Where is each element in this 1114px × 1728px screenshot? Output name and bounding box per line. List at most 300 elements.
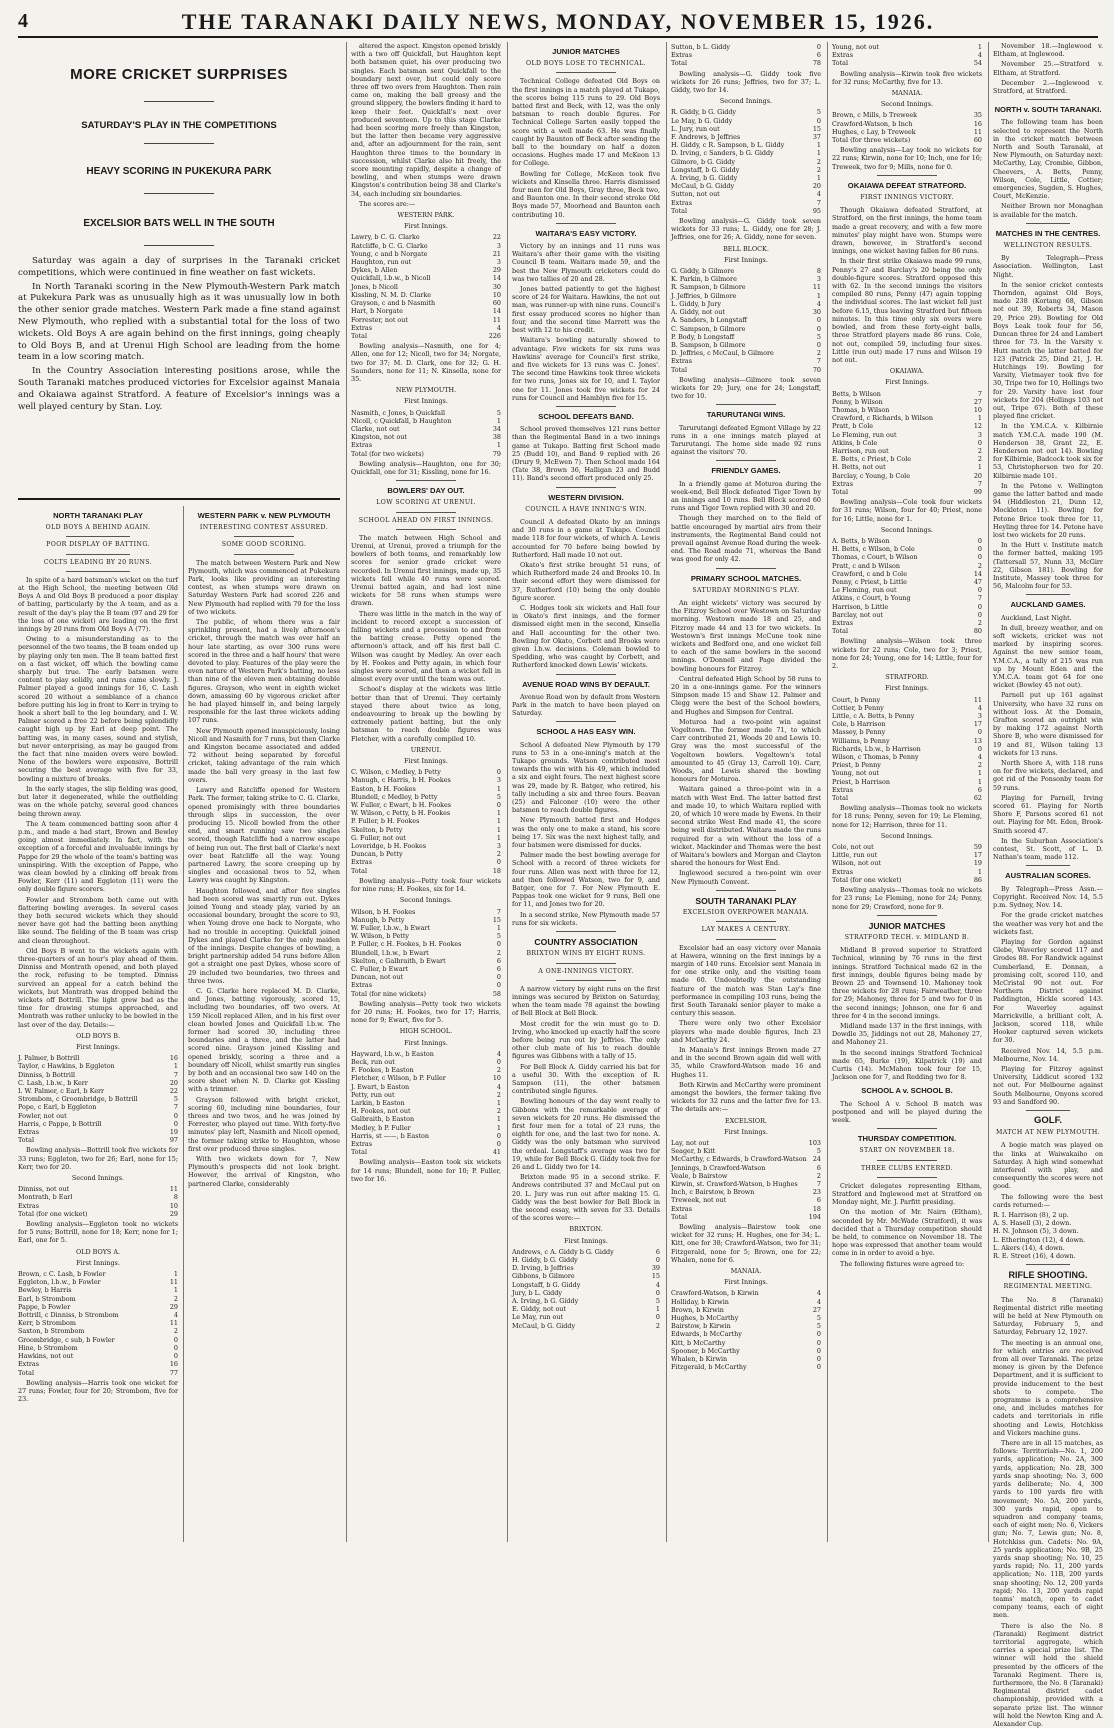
- batsman-entry: Earl, b Strombom: [18, 1294, 76, 1303]
- runs: 14: [492, 307, 501, 316]
- batsman-entry: Bewley, b Harris: [18, 1286, 72, 1295]
- paragraph: New Plymouth batted first and Hodges was the only one to make a stand, his score being 17. Six was the next highest tally, and four batsmen were dismissed for ducks.: [512, 816, 660, 850]
- paragraph: Avenue Road won by default from Western Park in the match to have been played on Saturday.: [512, 692, 660, 718]
- paragraph: Waitara's bowling naturally showed to advantage. Five wickets for six runs was Hawkins' average for Council's first strike, and five wickets for 13 runs was C. Jones'. The second time Hawkins took three wickets for two runs, Jones six for 10, and I. Taylor one for 11. Jones took five wickets for 24 runs for Council and Hamblyn five for 15.: [512, 336, 660, 402]
- batsman-entry: Jury, b L. Giddy: [512, 1288, 562, 1297]
- article-subheading: START ON NOVEMBER 18.: [859, 1147, 955, 1155]
- score-row: [351, 809, 501, 817]
- article-subheading: WELLINGTON RESULTS.: [1003, 242, 1093, 250]
- score-row: [832, 537, 982, 545]
- batsman-entry: Brown, c C. Lash, b Fowler: [18, 1270, 106, 1279]
- score-row: [832, 603, 982, 611]
- runs: 24: [812, 1155, 821, 1164]
- runs: 0: [977, 728, 982, 737]
- runs: 194: [808, 1212, 821, 1221]
- score-row: [832, 570, 982, 578]
- runs: 6: [496, 956, 501, 965]
- paragraph: In the Petone v. Wellington game the latter batted and made 94 (Hiddleston 21, Dunn 12, Mockleton 11). Bowling for Petone Brice took three for 11, Heyling three for 14. Petone have lost two wickets for 20 runs.: [993, 481, 1103, 539]
- paragraph: Auckland, Last Night.: [1001, 613, 1072, 622]
- paragraph: Technical College defeated Old Boys on the first innings in a match played at Tukapo, the scores being 115 runs to 29. Old Boys batted first and Beck, with 12, was the only batsman to reach double figures. For Technical College Sarten easily topped the score with a well made 63. He was finally caught by Baunton off Beck after sending the ball to the boundary on half a dozen occasions. Hughes made 17 and McKeon 13 for College.: [512, 77, 660, 168]
- bowling-analysis: Bowling analysis—Harris took one wicket for 27 runs; Fowler, four for 20; Strombom, five for 23.: [18, 1378, 178, 1404]
- article-heading: FRIENDLY GAMES.: [711, 466, 781, 476]
- batsman-entry: Larkin, b Easton: [351, 1098, 405, 1107]
- article-heading: RIFLE SHOOTING.: [1008, 1270, 1088, 1281]
- batsman-entry: W. Fuller, l.b.w., b Ewart: [351, 923, 431, 932]
- score-row: [351, 785, 501, 793]
- batsman-entry: Total: [832, 59, 849, 68]
- runs: 0: [977, 553, 982, 562]
- score-row: [512, 1305, 660, 1313]
- batsman-entry: Bairstow, b Kirwin: [671, 1322, 731, 1331]
- runs: 2: [496, 1107, 501, 1116]
- article-subheading: LAY MAKES A CENTURY.: [701, 926, 791, 934]
- runs: 1: [977, 414, 982, 423]
- runs: 35: [973, 111, 982, 120]
- innings-label: Second Innings.: [719, 97, 773, 106]
- runs: 1: [816, 149, 821, 158]
- article-heading: PRIMARY SCHOOL MATCHES.: [690, 573, 802, 583]
- paragraph: New Plymouth opened inauspiciously, losing Nicoll and Nasmith for 7 runs, but then Clarke and Kingston became associated and added 72 without being separated by forceful cricket, taking advantage of the rain which made the ball very greasy in the last few overs.: [188, 726, 340, 784]
- score-row: [351, 1107, 501, 1115]
- batsman-entry: K. Parkin, b Gilmore: [671, 275, 737, 284]
- batsman-entry: A. Irving, b G. Giddy: [671, 174, 738, 183]
- batsman-entry: Total: [832, 487, 849, 496]
- score-row: [671, 149, 821, 157]
- score-row: [18, 1202, 178, 1210]
- batsman-entry: Hawkins, not out: [18, 1352, 74, 1361]
- batsman-entry: Harrison, b Little: [832, 602, 889, 611]
- paragraph: Haughton followed, and after five singles had been scored was smartly run out. Dykes joined Young and steady play, varied by an occasional boundary, brought the score to 93, when Young drove one back to Norgate, who had no trouble in accepting. Quickfall joined Dykes and played Clarke for the only maiden of the innings. Despite changes of bowling, a bright partnership added 54 runs before Allen got a straight one past Dykes, whose score of 29 included two boundaries, two threes and three twos.: [188, 886, 340, 985]
- batsman-entry: McCarthy, c Edwards, b Crawford-Watson: [671, 1155, 807, 1164]
- runs: 4: [173, 1311, 178, 1320]
- lead-story: [18, 42, 340, 496]
- batsman-entry: Hine, b Strombom: [18, 1343, 78, 1352]
- batsman-entry: Total (for three wickets): [832, 136, 911, 145]
- runs: 0: [977, 610, 982, 619]
- score-row: [351, 233, 501, 241]
- runs: 2: [173, 1327, 178, 1336]
- runs: 1: [496, 825, 501, 834]
- score-row: [18, 1295, 178, 1303]
- runs: 11: [492, 315, 501, 324]
- batsman-entry: Beck, run out: [351, 1057, 395, 1066]
- paragraph: C. Hodges took six wickets and Hall four in Okato's first innings, and the former dismissed eight men in the second, Kinsella and Hall accounting for the other two. Bowling for Okato, Corbett and Brooks were given l.b.w. decisions. Coleman bowled to Spedding, who was caught by Corbett, and Rutherford knocked down Lewis' wickets.: [512, 603, 660, 670]
- innings-label: Second Innings.: [880, 525, 934, 534]
- score-row: [671, 1205, 821, 1213]
- batsman-entry: Groombridge, c sub, b Fowler: [18, 1335, 115, 1344]
- batsman-entry: Loveridge, b H. Fookes: [351, 842, 427, 851]
- runs: 0: [496, 1057, 501, 1066]
- runs: 10: [973, 405, 982, 414]
- article-subheading: REGIMENTAL MEETING.: [1003, 1283, 1093, 1291]
- paragraph: A bogie match was played on the links at Waiwakaiho on Saturday. A high wind somewhat interfered with play, and consequently the scores were not good.: [993, 1141, 1103, 1191]
- scorecard-title: OLD BOYS A.: [76, 1247, 120, 1256]
- paragraph: Parnell put up 161 against University, who have 32 runs on without loss. At the Domain, Grafton scored an outright win by making 172 against North Shore B, who were dismissed for 19 and 81, Wilson taking 13 wickets for 13 runs.: [993, 691, 1103, 757]
- runs: 2: [496, 948, 501, 957]
- article-subheading: A ONE-INNINGS VICTORY.: [538, 967, 634, 975]
- paragraph: Grayson followed with bright cricket, scoring 60, including nine boundaries, four threes and two twos, and he was joined by Forrester, who played out time. With forty-five minutes' play left, Nasmith and Nicoll opened, the former taking strike to Haughton, whose first over produced three singles.: [188, 1095, 340, 1153]
- runs: 5: [816, 332, 821, 341]
- score-row: [351, 450, 501, 458]
- score-row: [671, 1155, 821, 1163]
- bowling-analysis: Bowling analysis—Thomas took no wickets for 23 runs; Le Fleming, none for 24; Penny, none for 29; Crawford, none for 9.: [832, 886, 982, 911]
- paragraph: North Shore A, with 118 runs on for five wickets, declared, and got rid of the Ponsonby team for 59 runs.: [993, 759, 1103, 792]
- score-row: [832, 745, 982, 753]
- runs: 47: [973, 577, 982, 586]
- score-row: [351, 1124, 501, 1132]
- score-row: [671, 1330, 821, 1338]
- paragraph: Playing for Fitzroy against University, Liddicut scored 132 not out. For Melbourne against South Melbourne, Onyons scored 93 and Sandford 90.: [993, 1064, 1103, 1106]
- batsman-entry: Total: [351, 331, 368, 340]
- score-row: [18, 1079, 178, 1087]
- score-row: [832, 696, 982, 704]
- score-row: [832, 51, 982, 59]
- score-row: [351, 867, 501, 875]
- score-row: [351, 949, 501, 957]
- runs: 11: [169, 1185, 178, 1194]
- article-heading: TARURUTANGI WINS.: [706, 410, 786, 420]
- score-row: [351, 801, 501, 809]
- runs: 4: [496, 323, 501, 332]
- runs: 5: [816, 1314, 821, 1323]
- paragraph: The No. 8 (Taranaki) Regimental district rifle meeting will be held at New Plymouth on Saturday, February 5, and Saturday, February 12, 1927.: [993, 1295, 1103, 1337]
- batsman-entry: Wilson, c Thomas, b Penny: [832, 753, 919, 762]
- runs: 18: [492, 866, 501, 875]
- innings-label: First Innings.: [404, 397, 448, 406]
- batsman-entry: Le May, run out: [512, 1313, 564, 1322]
- paragraph: Lawry and Ratcliffe opened for Western Park. The former, taking strike to C. G. Clarke, opened promisingly with three boundaries through slips in succession, the over producing 15. Nicoll bowled from the other end, and smart running saw two singles scored, though Ratcliffe had a narrow escape of being run out. The first ball of Clarke's next over beat Ratcliffe all the way. Young partnered Lawry, the score creeping up by singles and occasional twos to 52, when Lawry was caught by Kingston.: [188, 786, 340, 885]
- score-row: [351, 817, 501, 825]
- batsman-entry: Little, c A. Betts, b Penny: [832, 712, 915, 721]
- score-row: [832, 43, 982, 51]
- batsman-entry: C. Fuller, b Ewart: [351, 964, 409, 973]
- paragraph: Owing to a misunderstanding as to the personnel of the two teams, the B team ended up by playing only ten men. The B team batted first on a fast wicket, off which the bowling came sharply but true. The early batsmen were content to play solidly, and runs came slowly. J. Palmer played a good innings for 16, C. Lash scored 20 without a semblance of a chance before putting his leg in front to Kerr in trying to hook a short ball to the leg boundary, and I. W. Palmer scored a free 22 before being splendidly caught high up by Earl at deep point. The batting was, in many cases, sound and stylish, but never enterprising, as may be gauged from the fact that nine maiden overs were bowled. None of the bowlers were expensive, Bottrill securing the best average with five for 33, bowling a mixture of breaks.: [18, 635, 178, 783]
- score-row: [512, 1264, 660, 1272]
- score-row: [351, 1115, 501, 1123]
- batsman-entry: Kitt, b McCarthy: [671, 1338, 726, 1347]
- batsman-entry: Young, not out: [832, 43, 879, 51]
- result-line: A. S. Hasell (3), 2 down.: [993, 1219, 1072, 1228]
- innings-label: First Innings.: [76, 1258, 120, 1267]
- score-row: [351, 916, 501, 924]
- runs: 6: [496, 964, 501, 973]
- runs: 0: [173, 1119, 178, 1128]
- batsman-entry: Total (for one wicket): [832, 875, 902, 884]
- runs: 1: [173, 1286, 178, 1295]
- runs: 2: [496, 1090, 501, 1099]
- runs: 0: [655, 1313, 660, 1322]
- paragraph: In the second innings Stratford Technical made 65, Burke (19), Kilpatrick (19) and Curtis (14). McMahon took four for 15, Jackson one for 7, and Redding two for 8.: [832, 1048, 982, 1082]
- paragraph: Moturoa had a two-point win against Vogeltown. The former made 71, to which Carr contributed 21, Woods 20 and Lewis 10. Gray was the most successful of the Vogeltown bowlers. Vogeltown's total amounted to 45 (Gray 13, Carroll 10). Carr, Woods, and Lewis shared the bowling honours for Moturoa.: [671, 717, 821, 784]
- article-subheading: COLTS LEADING BY 20 RUNS.: [43, 558, 153, 566]
- column-4: [512, 42, 660, 1542]
- runs: 2: [977, 619, 982, 627]
- innings-label: Second Innings.: [880, 100, 934, 109]
- score-row: [351, 932, 501, 940]
- score-row: [18, 1071, 178, 1079]
- score-row: [832, 627, 982, 635]
- score-row: [351, 274, 501, 282]
- runs: 16: [973, 119, 982, 128]
- lead-body: [18, 256, 340, 413]
- batsman-entry: Total (for two wickets): [351, 449, 424, 458]
- runs: 12: [973, 422, 982, 431]
- runs: 29: [169, 1209, 178, 1218]
- batsman-entry: Atkins, b Cole: [832, 438, 878, 447]
- article-subheading: COUNCIL A HAVE INNING'S WIN.: [525, 505, 647, 513]
- column-2: [188, 506, 340, 1542]
- batsman-entry: Crawford-Watson, b Inch: [832, 119, 913, 128]
- score-row: [351, 283, 501, 291]
- score-row: [671, 1339, 821, 1347]
- score-row: [18, 1327, 178, 1335]
- runs: 79: [492, 449, 501, 458]
- runs: 1: [496, 1115, 501, 1124]
- runs: 17: [973, 851, 982, 860]
- article-subheading: SATURDAY MORNING'S PLAY.: [692, 586, 800, 594]
- score-row: [351, 981, 501, 989]
- article-heading: AVENUE ROAD WINS BY DEFAULT.: [522, 679, 650, 689]
- innings-label: Second Innings.: [880, 831, 934, 840]
- runs: 7: [816, 1179, 821, 1188]
- paragraph: In Manaia's first innings Brown made 27 and in the second Brown again did well with 35, while Crawford-Watson made 16 and Hughes 11.: [671, 1045, 821, 1079]
- score-row: [512, 1272, 660, 1280]
- runs: 18: [812, 1204, 821, 1213]
- score-row: [832, 786, 982, 794]
- score-row: [671, 59, 821, 67]
- runs: 59: [973, 843, 982, 852]
- batsman-entry: McCaul, b G. Giddy: [671, 182, 735, 191]
- batsman-entry: Thomas, c Court, b Wilson: [832, 553, 918, 562]
- score-row: [18, 1112, 178, 1120]
- score-row: [351, 973, 501, 981]
- score-row: [18, 1344, 178, 1352]
- runs: 5: [173, 1095, 178, 1104]
- score-row: [671, 141, 821, 149]
- bowling-analysis: Bowling analysis—Bottrill took five wickets for 33 runs; Eggleton, two for 26; Earl, none for 15; Kerr, two for 20.: [18, 1146, 178, 1171]
- batsman-entry: Sutton, not out: [671, 190, 720, 199]
- runs: 0: [173, 1335, 178, 1344]
- batsman-entry: Nasmith, c Jones, b Quickfall: [351, 408, 446, 417]
- batsman-entry: Extras: [671, 198, 692, 207]
- paragraph: In spite of a hard batsman's wicket on the turf at the High School, the meeting between Old Boys A and Old Boys B produced a poor display of batting, particularly by the A team, and as a result of the day's play the B team (97 and 29 for the loss of one wicket) are leading on the first innings by 20 runs from Old Boys A (77).: [18, 575, 178, 634]
- batsman-entry: G. Giddy, b Gilmore: [671, 267, 735, 276]
- paragraph: The match between High School and Urenui, at Urenui, proved a triumph for the bowlers of both teams, and remarkably low scores for senior grade cricket were recorded. In Urenui first innings, made up, 35 wickets fell while 40 runs were scored. Urenui batted again, and had lost nine wickets for 58 runs when stumps were drawn.: [351, 533, 501, 608]
- score-row: [832, 439, 982, 447]
- batsman-entry: Bottrill, c Dinniss, b Strombom: [18, 1311, 119, 1320]
- batsman-entry: Le Fleming, run out: [832, 430, 897, 439]
- batsman-entry: L. Giddy, b Jury: [671, 299, 721, 308]
- batsman-entry: P. Fuller, c H. Fookes, b H. Fookes: [351, 940, 462, 949]
- score-row: [18, 1185, 178, 1193]
- score-row: [832, 737, 982, 745]
- innings-label: First Innings.: [885, 684, 929, 693]
- scorecard-title: STRATFORD.: [885, 673, 929, 682]
- runs: 5: [496, 932, 501, 941]
- bowling-analysis: Bowling analysis—Kirwin took five wickets for 32 runs; McCarthy, five for 13.: [832, 69, 982, 86]
- score-row: [671, 1172, 821, 1180]
- score-row: [832, 488, 982, 496]
- batsman-entry: Pappe, b Fowler: [18, 1302, 71, 1311]
- runs: 3: [496, 258, 501, 267]
- score-row: [351, 965, 501, 973]
- runs: 5: [496, 408, 501, 417]
- batsman-entry: Cottier, b Penny: [832, 703, 884, 712]
- runs: 95: [812, 206, 821, 215]
- article-heading: WAITARA'S EASY VICTORY.: [535, 228, 637, 238]
- runs: 0: [816, 324, 821, 333]
- runs: 17: [973, 720, 982, 729]
- score-row: [671, 1164, 821, 1172]
- runs: 0: [816, 340, 821, 349]
- score-row: [512, 1289, 660, 1297]
- runs: 0: [496, 1139, 501, 1148]
- paragraph: Waitara gained a three-point win in a match with West End. The latter batted first and made 10, to which Waitara replied with 20, of which 10 were made by Ewens. In their second strike West End made 41, the score being well distributed. Waitara made the runs required for a win without the loss of a wicket. Mackinder and Thomas were the best of Waitara's bowlers and Morgan and Clayton shared the honours for West End.: [671, 785, 821, 868]
- batsman-entry: Jennings, b Crawford-Watson: [671, 1163, 766, 1172]
- runs: 1: [496, 441, 501, 450]
- runs: 1: [496, 923, 501, 932]
- paragraph: In the Y.M.C.A. v. Kilbirnie match Y.M.C.A. made 190 (M. Henderson 38, Grant 22, E. Henderson not out 14). Bowling for Kilbirnie, Badcock took six for 53, Christopherson two for 20. Kilbirnie made 101.: [993, 422, 1103, 480]
- batsman-entry: Total: [671, 365, 688, 374]
- score-row: [832, 480, 982, 488]
- score-row: [671, 1355, 821, 1363]
- paragraph: November 25.—Stratford v. Eltham, at Stratford.: [993, 60, 1103, 77]
- runs: 7: [977, 389, 982, 398]
- paragraph: Bowling for College, McKeon took five wickets and Kinsella three. Harris dismissed four men for Old Boys, Gray three, Beck two, and Baunton one. In their second stroke Old Boys made 57, Moorhead and Baunton each contributing 10.: [512, 169, 660, 219]
- batsman-entry: McCaul, b G. Giddy: [512, 1321, 576, 1330]
- batsman-entry: Lawry, b C. G. Clarke: [351, 233, 420, 242]
- score-row: [351, 316, 501, 324]
- column-1: [18, 506, 178, 1542]
- runs: 1: [816, 141, 821, 150]
- runs: 80: [973, 627, 982, 636]
- batsman-entry: C. Wilson, c Medley, b Petty: [351, 768, 441, 777]
- runs: 19: [169, 1128, 178, 1137]
- batsman-entry: Saxton, b Strombom: [18, 1327, 85, 1336]
- innings-label: First Innings.: [404, 222, 448, 231]
- runs: 7: [496, 907, 501, 916]
- batsman-entry: Extras: [351, 1139, 372, 1148]
- runs: 10: [492, 1074, 501, 1083]
- score-row: [351, 1066, 501, 1074]
- article-heading: NORTH v. SOUTH TARANAKI.: [994, 105, 1102, 115]
- paragraph: In the Suburban Association's contest, St. Scott, of L. D. Nathan's team, made 112.: [993, 836, 1103, 862]
- batsman-entry: Hughes, b McCarthy: [671, 1314, 739, 1323]
- batsman-entry: Skelton, c Galbraith, b Ewart: [351, 956, 446, 965]
- batsman-entry: Skelton, b Petty: [351, 825, 403, 834]
- runs: 0: [496, 858, 501, 867]
- paragraph: Though Okaiawa defeated Stratford, at Stratford, on the first innings, the home team made a great recovery, and with a few more minutes' play might have won. Stumps were drawn, however, in Stratford's second innings, one wicket having fallen for 86 runs.: [832, 206, 982, 256]
- batsman-entry: Easton, b H. Fookes: [351, 784, 416, 793]
- batsman-entry: Total: [18, 1136, 35, 1145]
- batsman-entry: Spooner, b McCarthy: [671, 1346, 740, 1355]
- runs: 7: [173, 1070, 178, 1079]
- batsman-entry: Dinniss, not out: [18, 1185, 70, 1194]
- runs: 0: [496, 801, 501, 810]
- score-row: [18, 1360, 178, 1368]
- batsman-entry: Massey, b Penny: [832, 728, 886, 737]
- batsman-entry: Blundell, l.b.w., b Ewart: [351, 948, 429, 957]
- article-heading: SOUTH TARANAKI PLAY: [695, 895, 797, 906]
- paragraph: Tarurutangi defeated Egmont Village by 22 runs in a one innings match played at Tarurutangi. The home side made 92 runs against the visitors' 70.: [671, 423, 821, 457]
- innings-label: First Innings.: [724, 255, 768, 264]
- runs: 0: [977, 586, 982, 595]
- score-row: [832, 136, 982, 144]
- score-row: [832, 843, 982, 851]
- batsman-entry: Taylor, c Hawkins, b Eggleton: [18, 1062, 115, 1071]
- batsman-entry: Le Fleming, run out: [832, 586, 897, 595]
- batsman-entry: Extras: [351, 981, 372, 990]
- paragraph: altered the aspect. Kingston opened briskly with a two off Quickfall, but Haughton kept both batsmen quiet, his over producing two singles. Each batsman sent Quickfall to the boundary next over, but could only score three off two overs from Haughton. Then rain came on, making the ball greasy and the ground slippery, the bowlers finding it hard to keep their feet. Quickfall's next over produced seventeen. Up to this stage Clarke had been scoring more freely than Kingston, but the latter then became very aggressive and, after an adjournment for the rain, sent Haughton three times to the boundary in succession, whilst Clarke also hit freely, the score mounting rapidly, despite a change of bowling, and when stumps were drawn Kingston's contribution being 38 and Clarke's 34, each including six boundaries.: [351, 42, 501, 198]
- paragraph: Most credit for the win must go to D. Irving, who knocked up exactly half the score before being run out by Jeffries. The only other club mate of his to reach double figures was Gibbons with a tally of 15.: [512, 1019, 660, 1061]
- runs: 60: [492, 299, 501, 308]
- runs: 2: [496, 1066, 501, 1075]
- score-row: [832, 59, 982, 67]
- score-row: [832, 447, 982, 455]
- bowling-analysis: Bowling analysis—Nasmith, one for 4; Allen, one for 12; Nicoll, two for 34; Norgate, two for 37; M. D. Clark, one for 32; G. H. Saunders, none for 11; N. Kinsella, none for 35.: [351, 342, 501, 383]
- batsman-entry: Eggleton, l.b.w., b Fowler: [18, 1278, 101, 1287]
- batsman-entry: Priest, b Harrison: [832, 777, 890, 786]
- runs: 6: [816, 1196, 821, 1205]
- score-row: [351, 307, 501, 315]
- scorecard-title: URENUI.: [410, 745, 442, 754]
- batsman-entry: Total (for one wicket): [18, 1209, 88, 1218]
- batsman-entry: Extras: [351, 441, 372, 450]
- batsman-entry: Seager, b Kitt: [671, 1147, 716, 1156]
- paragraph: In a second strike, New Plymouth made 57 runs for six wickets.: [512, 910, 660, 927]
- runs: 58: [492, 989, 501, 998]
- batsman-entry: Total: [351, 1148, 368, 1157]
- batsman-entry: Penny, b Wilson: [832, 397, 883, 406]
- runs: 1: [173, 1270, 178, 1279]
- paragraph: There are in all 15 matches, as follows: Territorials—No. 1, 200 yards, application; No. 2A, 300 yards, application; No. 2B, 300 yards snap shooting; No. 3, 600 yards deliberate; No. 4, 300 yards to 100 yards fire with movement; No. 5A, 200 yards, 300 yards rapid, open to squadron and company teams, each of eight men; No. 6, Vickers gun; No. 7, Lewis gun; No. 8, Hotchkiss gun. Cadets: No. 9A, 25 yards application; No. 9B, 25 yards snap shooting; No. 10, 25 yards rapid; No. 11, 200 yards application; No. 11B, 200 yards snap shooting; No. 12, 200 yards rapid; No. 13, 200 yards rapid teams' match, open to cadet company teams, each of eight men.: [993, 1439, 1103, 1620]
- batsman-entry: B. Sampson, b Gilmore: [671, 340, 746, 349]
- batsman-entry: Extras: [671, 51, 692, 60]
- runs: 4: [816, 1297, 821, 1306]
- innings-label: First Innings.: [564, 1236, 608, 1245]
- batsman-entry: Gilmore, b G. Giddy: [671, 157, 736, 166]
- score-row: [351, 1148, 501, 1156]
- runs: 11: [169, 1278, 178, 1287]
- runs: 10: [169, 1201, 178, 1210]
- paragraph: For the grade cricket matches the weather was very hot and the wickets fast.: [993, 911, 1103, 936]
- score-row: [351, 417, 501, 425]
- batsman-entry: Extras: [18, 1201, 39, 1210]
- score-row: [671, 316, 821, 324]
- article-subheading: FIRST INNINGS VICTORY.: [860, 194, 954, 202]
- batsman-entry: Extras: [351, 323, 372, 332]
- runs: 1: [977, 769, 982, 778]
- paragraph: In the senior cricket contests Thorndon, against Old Boys, made 238 (Kortang 68, Gibson not out 39, Roberts 34, Mason 29, Price 29). Bowling for Old Boys Leak took four for 56, Duncan three for 24 and Lambert three for 73. In the Varsity v. Hutt match the latter batted for 123 (Patrick 25, Dind 21, J. H. Hutchings 19). Bowling for Varsity, Vietmayer took five for 30, Tripe two for 10, Hollings two for 29. Varsity have lost four wickets for 204 (Hollings 103 not out, Tripe 67). Both of these played fine cricket.: [993, 280, 1103, 421]
- runs: 4: [496, 1049, 501, 1058]
- runs: 39: [651, 1264, 660, 1273]
- runs: 4: [816, 190, 821, 199]
- batsman-entry: Blundell, c Medley, b Petty: [351, 792, 438, 801]
- runs: 2: [816, 165, 821, 174]
- score-row: [351, 793, 501, 801]
- score-row: [671, 51, 821, 59]
- score-row: [18, 1087, 178, 1095]
- paragraph: The School A v. School B match was postponed and will be played during the week.: [832, 1099, 982, 1124]
- batsman-entry: Thomas, b Wilson: [832, 405, 890, 414]
- article-heading: THURSDAY COMPETITION.: [857, 1134, 957, 1144]
- batsman-entry: Hart, b Norgate: [351, 307, 403, 316]
- article-heading: JUNIOR MATCHES: [868, 920, 946, 931]
- runs: 2: [977, 561, 982, 570]
- batsman-entry: Barclay, not out: [832, 610, 883, 619]
- score-row: [18, 1062, 178, 1070]
- batsman-entry: Andrews, c A. Giddy b G. Giddy: [512, 1247, 614, 1256]
